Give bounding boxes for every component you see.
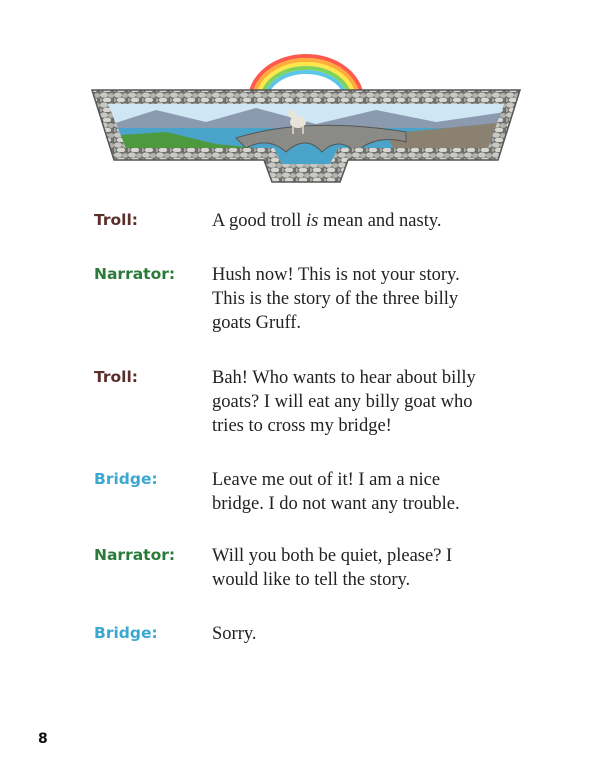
speaker-label: Troll: xyxy=(94,211,138,229)
speaker-label: Narrator: xyxy=(94,265,176,283)
speaker-label: Narrator: xyxy=(94,546,176,564)
speaker-label: Troll: xyxy=(94,368,138,386)
dialogue-emphasis: is xyxy=(306,211,319,231)
bridge-banner-illustration xyxy=(86,52,526,190)
dialogue-text: Bah! Who wants to hear about billy goats? I will eat any billy goat who tries to cross my bridge! xyxy=(212,368,476,436)
dialogue-text: Hush now! This is not your story. This is the story of the three billy goats Gruff. xyxy=(212,265,460,333)
dialogue-text: Sorry. xyxy=(212,624,257,644)
dialogue-text: Will you both be quiet, please? I would like to tell the story. xyxy=(212,546,453,590)
speaker-label: Bridge: xyxy=(94,624,158,642)
dialogue-text xyxy=(212,209,542,233)
dialogue-text: Leave me out of it! I am a nice bridge. I do not want any trouble. xyxy=(212,470,460,514)
dialogue-text-part: A good troll xyxy=(212,211,307,231)
page-number: 8 xyxy=(38,731,48,747)
dialogue-text-part: mean and nasty. xyxy=(318,211,442,231)
speaker-label: Bridge: xyxy=(94,470,158,488)
